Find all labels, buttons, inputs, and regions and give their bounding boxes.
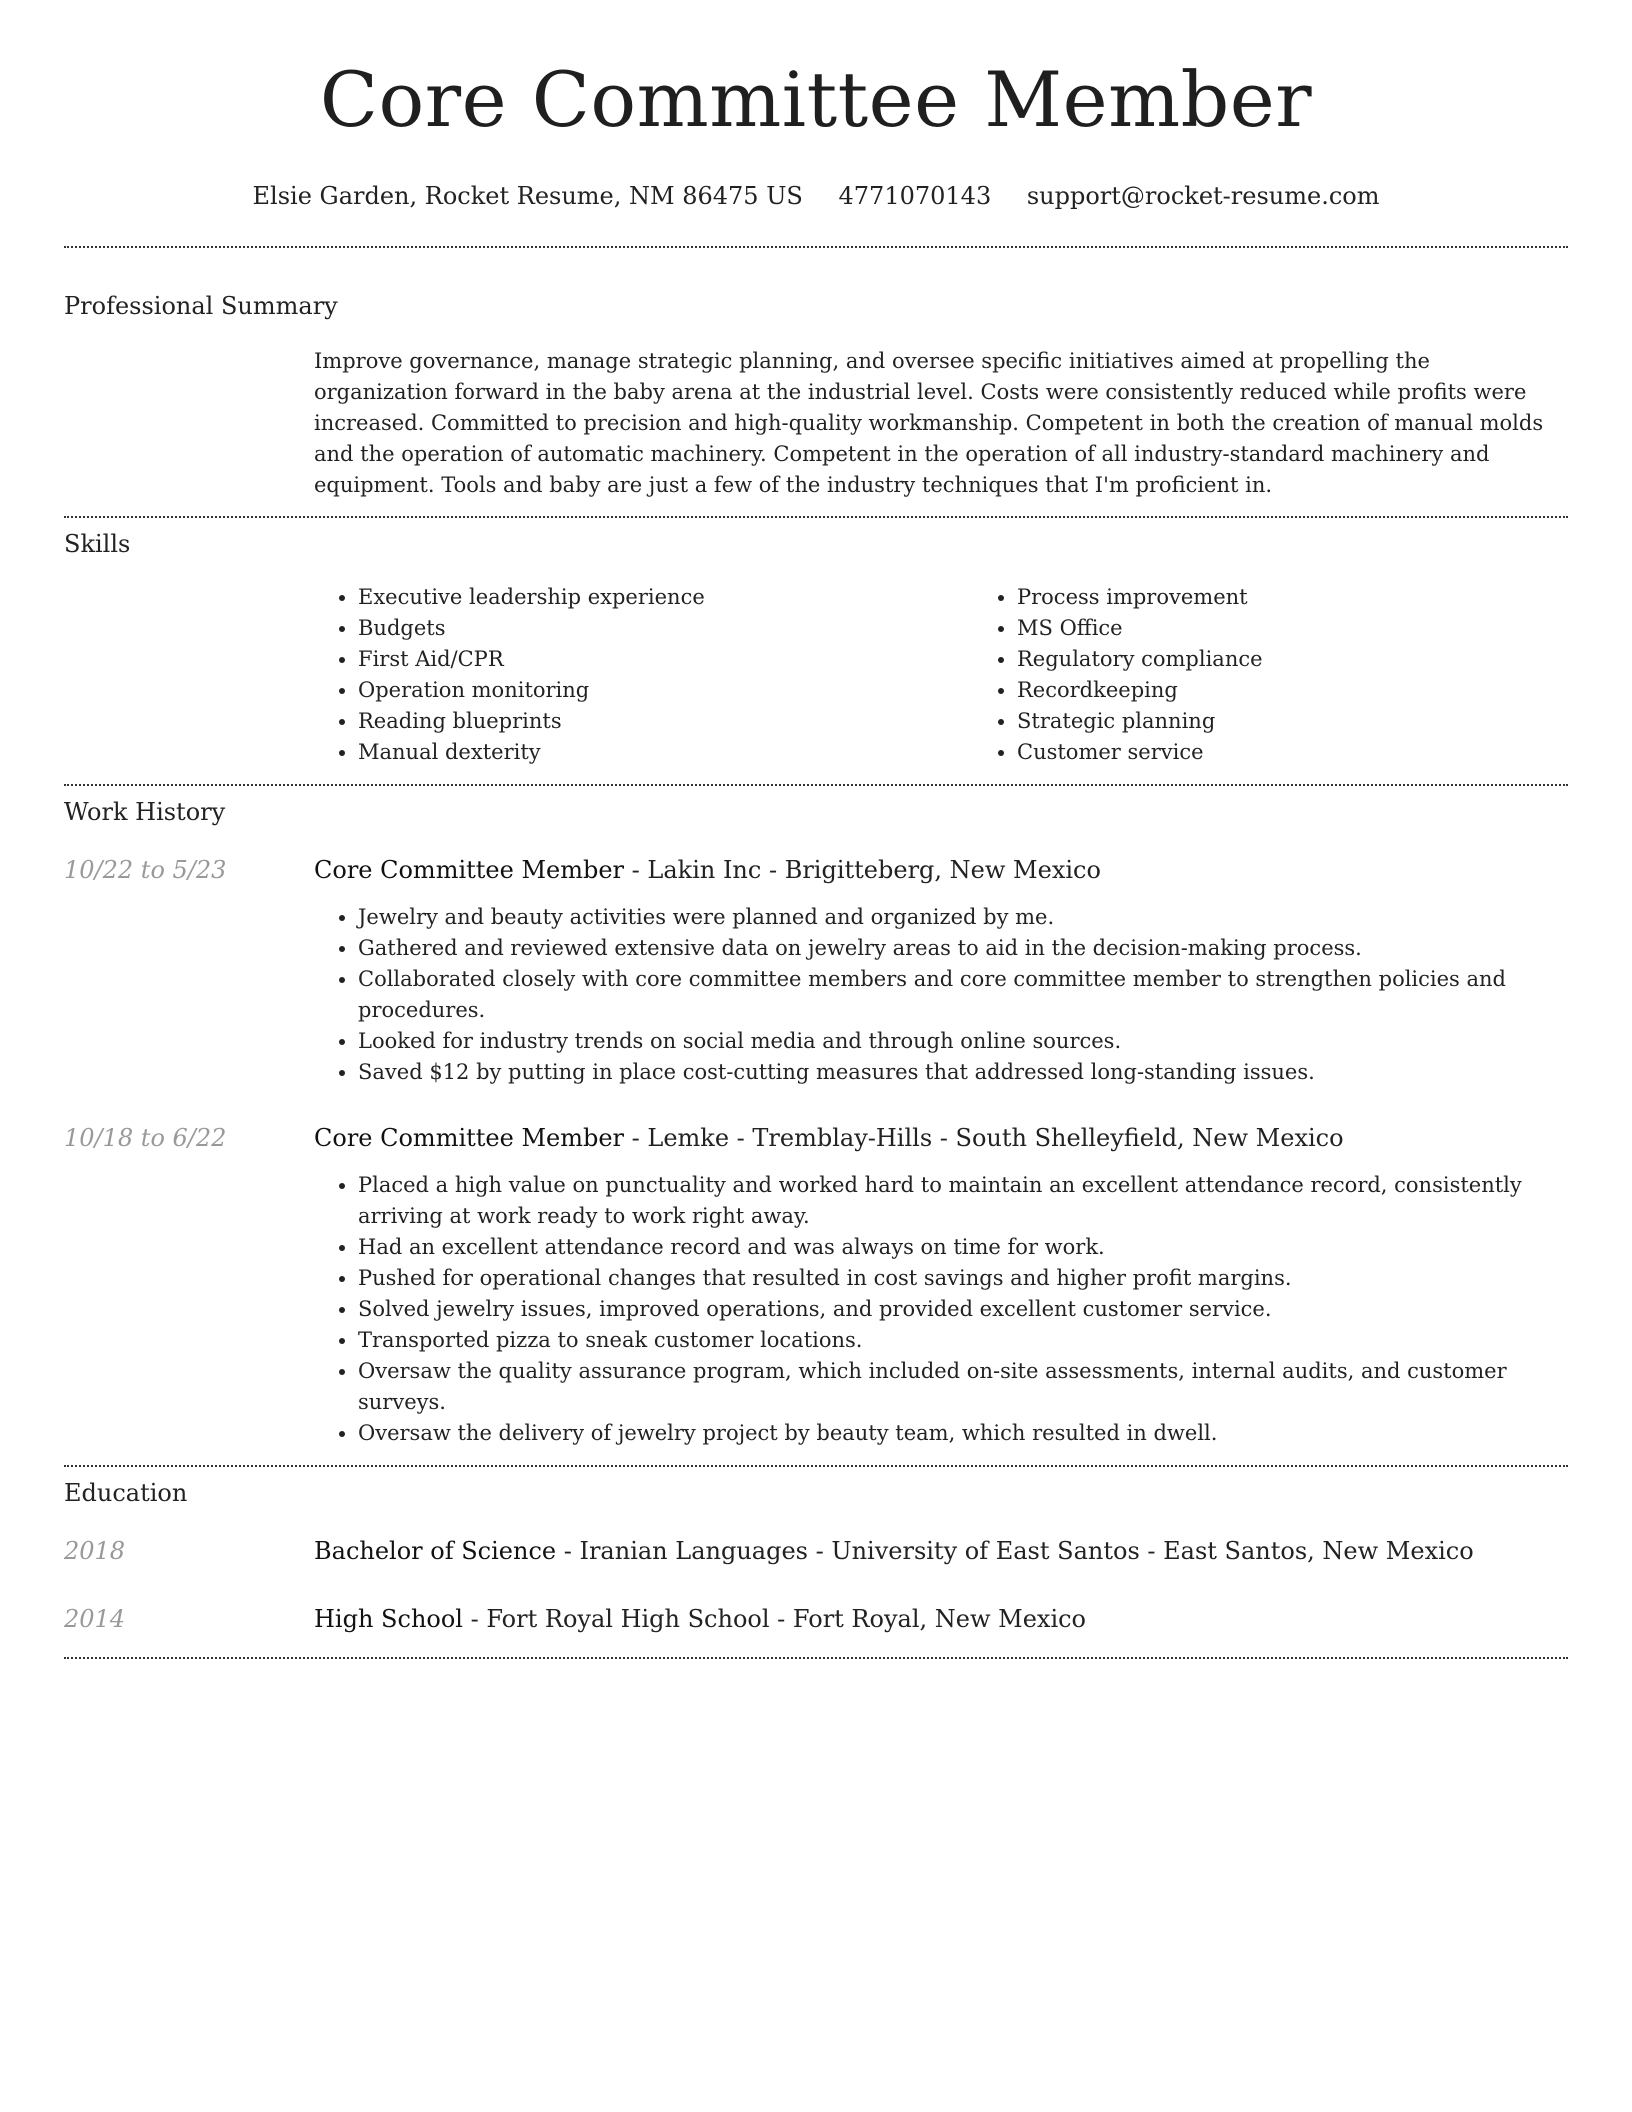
resume-page: [64, 0, 1568, 1659]
candidate-name: Core Committee Member: [319, 55, 1313, 144]
education-school: - Iranian Languages - University of East Santos - East Santos, New Mexico: [556, 1537, 1474, 1565]
skills-section: [64, 528, 1568, 768]
job-bullet: • Gathered and reviewed extensive data on jewelry areas to aid in the decision-making process.: [358, 933, 1568, 964]
section-title-education: Education: [64, 1479, 188, 1507]
job-bullet: • Oversaw the delivery of jewelry project by beauty team, which resulted in dwell.: [358, 1418, 1568, 1449]
skill-item: • Manual dexterity: [358, 737, 973, 768]
job-heading: [314, 854, 1568, 886]
job-bullet: • Oversaw the quality assurance program, which included on-site assessments, internal audits, and customer surveys.: [358, 1356, 1568, 1418]
job-bullets: [314, 1170, 1568, 1449]
job-bullet: • Placed a high value on punctuality and worked hard to maintain an excellent attendance record, consistently arriving at work ready to work right away.: [358, 1170, 1568, 1232]
job-company: - Lemke - Tremblay-Hills - South Shelleyfield, New Mexico: [624, 1124, 1344, 1152]
job-bullet: • Pushed for operational changes that resulted in cost savings and higher profit margins.: [358, 1263, 1568, 1294]
contact-phone: 4771070143: [838, 182, 992, 210]
job-dates: 10/22 to 5/23: [64, 856, 227, 884]
divider: [64, 784, 1568, 786]
divider: [64, 246, 1568, 248]
skill-item: • Customer service: [1017, 737, 1632, 768]
summary-section: [64, 290, 1568, 501]
section-title-summary: Professional Summary: [64, 292, 338, 320]
section-title-skills: Skills: [64, 530, 131, 558]
contact-line: [64, 180, 1568, 212]
job-heading: [314, 1122, 1568, 1154]
job-bullet: • Collaborated closely with core committee members and core committee member to strengthen policies and procedures.: [358, 964, 1568, 1026]
skills-grid: [314, 582, 1632, 768]
skill-item: • Recordkeeping: [1017, 675, 1632, 706]
job-bullet: • Transported pizza to sneak customer locations.: [358, 1325, 1568, 1356]
job-dates: 10/18 to 6/22: [64, 1124, 227, 1152]
education-heading: [314, 1535, 1568, 1567]
job-company: - Lakin Inc - Brigitteberg, New Mexico: [624, 856, 1101, 884]
contact-email: support@rocket-resume.com: [1026, 182, 1380, 210]
education-degree: Bachelor of Science: [314, 1537, 557, 1565]
job-bullet: • Looked for industry trends on social media and through online sources.: [358, 1026, 1568, 1057]
job-bullet: • Had an excellent attendance record and was always on time for work.: [358, 1232, 1568, 1263]
education-heading: [314, 1603, 1568, 1635]
job-role: Core Committee Member: [314, 1124, 625, 1152]
skills-list-right: [973, 582, 1632, 768]
education-degree: High School: [314, 1605, 463, 1633]
education-school: - Fort Royal High School - Fort Royal, New Mexico: [462, 1605, 1087, 1633]
skill-item: • First Aid/CPR: [358, 644, 973, 675]
education-year: 2014: [64, 1605, 126, 1633]
section-title-work: Work History: [64, 798, 226, 826]
education-entry: [64, 1535, 1568, 1567]
skill-item: • MS Office: [1017, 613, 1632, 644]
job-entry: [64, 854, 1568, 1088]
education-entry: [64, 1603, 1568, 1635]
work-section: [64, 796, 1568, 1449]
education-section: [64, 1477, 1568, 1635]
divider: [64, 1657, 1568, 1659]
education-year: 2018: [64, 1537, 126, 1565]
job-bullet: • Jewelry and beauty activities were planned and organized by me.: [358, 902, 1568, 933]
job-role: Core Committee Member: [314, 856, 625, 884]
job-bullet: • Saved $12 by putting in place cost-cutting measures that addressed long-standing issues.: [358, 1057, 1568, 1088]
job-bullet: • Solved jewelry issues, improved operations, and provided excellent customer service.: [358, 1294, 1568, 1325]
skill-item: • Process improvement: [1017, 582, 1632, 613]
skill-item: • Regulatory compliance: [1017, 644, 1632, 675]
skill-item: • Executive leadership experience: [358, 582, 973, 613]
skill-item: • Budgets: [358, 613, 973, 644]
divider: [64, 1465, 1568, 1467]
skill-item: • Strategic planning: [1017, 706, 1632, 737]
divider: [64, 516, 1568, 518]
skill-item: • Reading blueprints: [358, 706, 973, 737]
job-entry: [64, 1122, 1568, 1449]
skills-list-left: [314, 582, 973, 768]
contact-address: Elsie Garden, Rocket Resume, NM 86475 US: [252, 182, 803, 210]
skill-item: • Operation monitoring: [358, 675, 973, 706]
job-bullets: [314, 902, 1568, 1088]
summary-text: Improve governance, manage strategic planning, and oversee specific initiatives aimed at propelling the organization forward in the baby arena at the industrial level. Costs were consistently reduced while profits were increased. Committed to precision and high-quality workmanship. Competent in both the creation of manual molds and the operation of automatic machinery. Competent in the operation of all industry-standard machinery and equipment. Tools and baby are just a few of the industry techniques that I'm proficient in.: [314, 349, 1544, 497]
